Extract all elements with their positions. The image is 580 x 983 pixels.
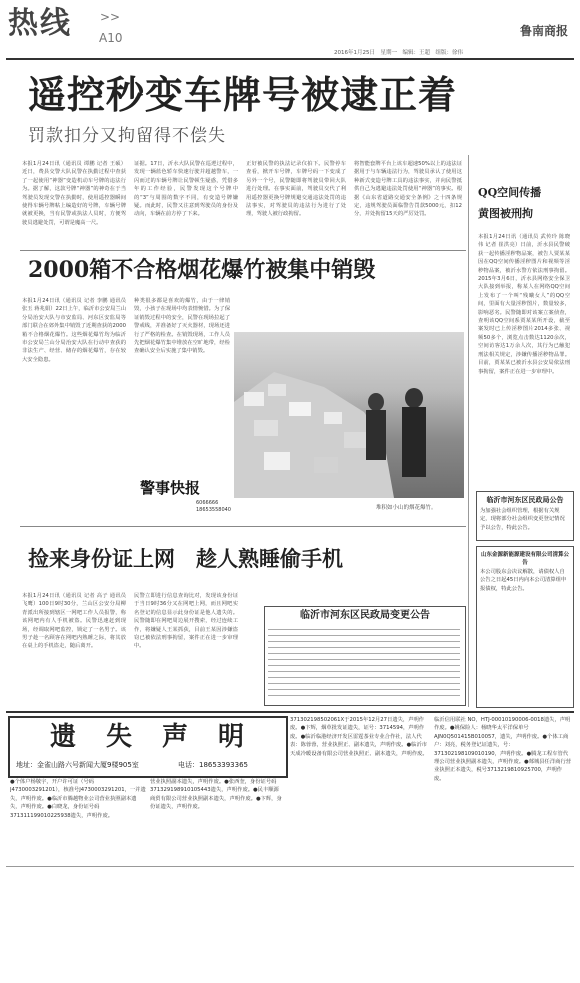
article1-headline: 遥控秒变车牌号被逮正着 — [28, 72, 458, 117]
classifieds-rule — [6, 711, 574, 713]
article1-col3: 正好被民警的执法记录仪拍下。民警停车查看，掀开车号牌，车牌号码一下变成了另外一个号，民警随即将驾驶员带回大队进行处理。在事实面前，驾驶员交代了利用遥控器更换号牌规避交通违法处罚的违法事实，对驾驶员的违法行为进行了处理，驾驶人被行政拘留。 — [246, 161, 346, 218]
article1-col1: 本报1月24日讯（通讯员 谭鹏 记者 王硕）近日，费县交警大队民警在执勤过程中查获了一起使用“神器”变造机动车号牌的违法行为。据了解，这款号牌“神器”的神奇在于当驾驶员发现交警在执勤时，使用遥控器瞬间使得车辆号牌粘上编造好的号牌，车辆号牌就被更换，当有民警或执法人员时，方便驾驶员逃避处罚，可谓是魔高一尺。 — [22, 161, 126, 226]
notice-box-1 — [476, 491, 574, 541]
fireworks-photo-art — [234, 332, 464, 498]
civil-affairs-notice-title: 临沂市河东区民政局变更公告 — [300, 610, 430, 621]
article2-top-rule — [20, 250, 466, 251]
hotline-2: 18653558040 — [196, 507, 231, 513]
section-arrows: >> — [100, 10, 121, 24]
article2-headline: 2000箱不合格烟花爆竹被集中销毁 — [28, 257, 376, 283]
sidebar-article: 本报1月24日讯（通讯员 武传玲 陈晓伟 记者 崔洪亮）日前，沂水县民警破获一起传播淫秽物品案，被告人贾某某因在QQ空间传播淫秽图片和视频等淫秽物品案，被沂水警方依法刑事拘留。2015年3月6日，沂水县网络安全保卫大队接到举报，称某人在网络QQ空间上发布了一个叫“残曦女人”的QQ空间，里面有大量淫秽图片，数量较多，影响恶劣。民警随即对该案立案侦查，查明该QQ空间系贾某某所开设，截至案发时已上传淫秽图片2014多张、视频50多个，浏览点击数达1120余次，空间访客达1万余人次，其行为已触犯刑法相关规定，涉嫌传播淫秽物品罪。目前，贾某某已被沂水县公安局依法刑事拘留，案件正在进一步审理中。 — [478, 234, 570, 375]
lost-notice-address: 地址：金雀山路六号新闻大厦9楼905室 — [16, 761, 139, 769]
sidebar-headline-1: QQ空间传播 — [478, 186, 542, 199]
lost-column-1: ●个体户杨敬宇，开户许可证（号码J4730003291201），核准号J4730003291201，一并遗失，声明作废。●临沂市腾越物业公司营业执照副本遗失，声明作废。●白晓龙，身份证号码371311199010225938遗失，声明作废。 — [10, 779, 146, 819]
article3-col1: 本报1月24日讯（通讯员 记者 高子 通讯员 飞鹰）100日9时30分，兰山区公安分局柳青派出所接到辖区一网吧工作人员报警，称该网吧内有人手机被盗。民警迅速赶到现场，经调取网吧监控，锁定了一名男子。该男子趁一名顾客在网吧内熟睡之际，将其放在桌上的手机盗走，随后离开。 — [22, 593, 126, 650]
article1-subhead: 罚款扣分又拘留得不偿失 — [28, 126, 226, 146]
paper-name: 鲁南商报 — [520, 24, 569, 38]
notice-1-title: 临沂市河东区民政局公告 — [486, 496, 564, 504]
lost-notice-title: 遗 失 声 明 — [49, 722, 246, 752]
article2-col2: 种类很多都是喜欢的爆竹，由于一律销毁，小孩子在现场中均表情惋惜。为了保证销毁过程中的安全，民警在现场拉起了警戒线，并准备好了灭火器材，现场还进行了严格的检查。在销毁现场，工作人员先把烟花爆竹集中堆放在空旷地带，经检查确认安全后实施了集中销毁。 — [134, 298, 230, 355]
article3-col2: 民警立即进行信息查询比对，发现该身份证于当日9时36分又在网吧上网，而且网吧实名登记的信息显示此身份证是他人遗失的。民警随即在网吧周边展开搜索，经过连续工作，将嫌疑人王某抓获，目前王某因涉嫌盗窃已被依法刑事拘留，案件正在进一步审理中。 — [134, 593, 238, 650]
page-bottom-rule — [6, 866, 574, 867]
police-news-logo — [140, 478, 232, 516]
section-title: 热线 — [8, 6, 72, 41]
article1-col2: 证据。17日，沂水大队民警在巡逻过程中，发现一辆蓝色轿车快速行驶并超越警车，一闪而过的车辆号牌让民警顿生疑惑，凭借多年的工作经验，民警发现这个号牌中的“3”与周围的数字不同，有变造号牌嫌疑。而此时，民警又注意到驾驶员的身份及动向，车辆在前方停了下来。 — [134, 161, 238, 218]
notice-1-text: 为加强社会组织管理，根据有关规定，现将部分社会组织变更登记情况予以公告，特此公告。 — [480, 508, 565, 531]
lost-column-3: 371302198502061X于2015年12月27日遗失，声明作废。●卞辉，烟草批发证遗失，证号：3714594，声明作废。●临沂临港经济开发区雷霆茶业专业合作社，法人代表：陈蓉蓉，营业执照正、副本遗失，声明作废。●临沂市天成冷暖设备有限公司营业执照正、副本遗失，声明作废。 — [290, 717, 428, 757]
header-rule — [6, 58, 574, 60]
police-news-logo-text: 警事快报 — [140, 479, 201, 497]
hotline-1: 6066666 — [196, 500, 219, 506]
lost-notice-phone: 电话：18653393365 — [178, 761, 248, 769]
article3-headline: 捡来身份证上网 趁人熟睡偷手机 — [28, 546, 343, 571]
notice-2-text: 本公司股东会决议解散，请债权人自公告之日起45日内向本公司清算组申报债权，特此公告。 — [480, 569, 567, 592]
column-divider — [468, 155, 469, 707]
notice-box-2 — [476, 546, 574, 708]
lost-column-2: 营业执照副本遗失，声明作废。●张西奎，身份证号码371329198910105443遗失，声明作废。●民丰顺源商贸有限公司营业执照副本遗失，声明作废。●卞辉，身份证遗失，声明作废。 — [150, 779, 282, 811]
article2-col1: 本报1月24日讯（通讯员 记者 李鹏 通讯员 张玉 蒋兆娟）22日上午，临沂市公安局兰山分局治安大队与市安监局、河东区安监局等部门联合在郊外集中销毁了近期查获的2000箱不合格烟花爆竹。这些烟花爆竹均为临沂市公安局兰山分局治安大队在行动中查获的非法生产、经营、储存的烟花爆竹，存在较大安全隐患。 — [22, 298, 126, 363]
date-line: 2016年1月25日 星期一 编辑：王超 组版：徐伟 — [334, 50, 463, 56]
article3-top-rule — [20, 526, 466, 527]
photo-caption: 堆积如小山的烟花爆竹。 — [376, 505, 437, 511]
civil-affairs-table — [268, 625, 460, 701]
civil-affairs-notice — [264, 606, 466, 706]
sidebar-headline-2: 黄图被刑拘 — [478, 207, 533, 220]
page-number: A10 — [99, 31, 123, 45]
fireworks-photo — [234, 332, 464, 498]
lost-column-4: 临沂信用联社 NO，HTJ-00010190006-0018遗失，声明作废。●姚保险人：杨晓华太平洋保单号AJN0Q501415B010057，遗失，声明作废。●个体工商户：刘亮，税务登记证遗失，号：371302198109010190，声明作废。●腾龙工程车管代理公司营业执照副本遗失，声明作废。●郯城县任洋商行营业执照正本遗失，税号3713219810925700，声明作废。 — [434, 717, 572, 782]
article1-col4: 将智能套牌平台上该车超速50%以上的违法证据用于与车辆违法行为，驾驶员承认了使用这种新式变造号牌工具的违法事实，并向民警抵供自己为逃避违法处罚使用“神器”的事实。根据《山东省道路交通安全条例》之十四条规定，违规驾驶员面临警告罚款5000元，扣12分，并处拘留15天的严厉处罚。 — [354, 161, 462, 218]
lost-notice-header — [8, 716, 288, 778]
notice-2-title: 山东金源新能源建设有限公司清算公告 — [480, 552, 569, 566]
